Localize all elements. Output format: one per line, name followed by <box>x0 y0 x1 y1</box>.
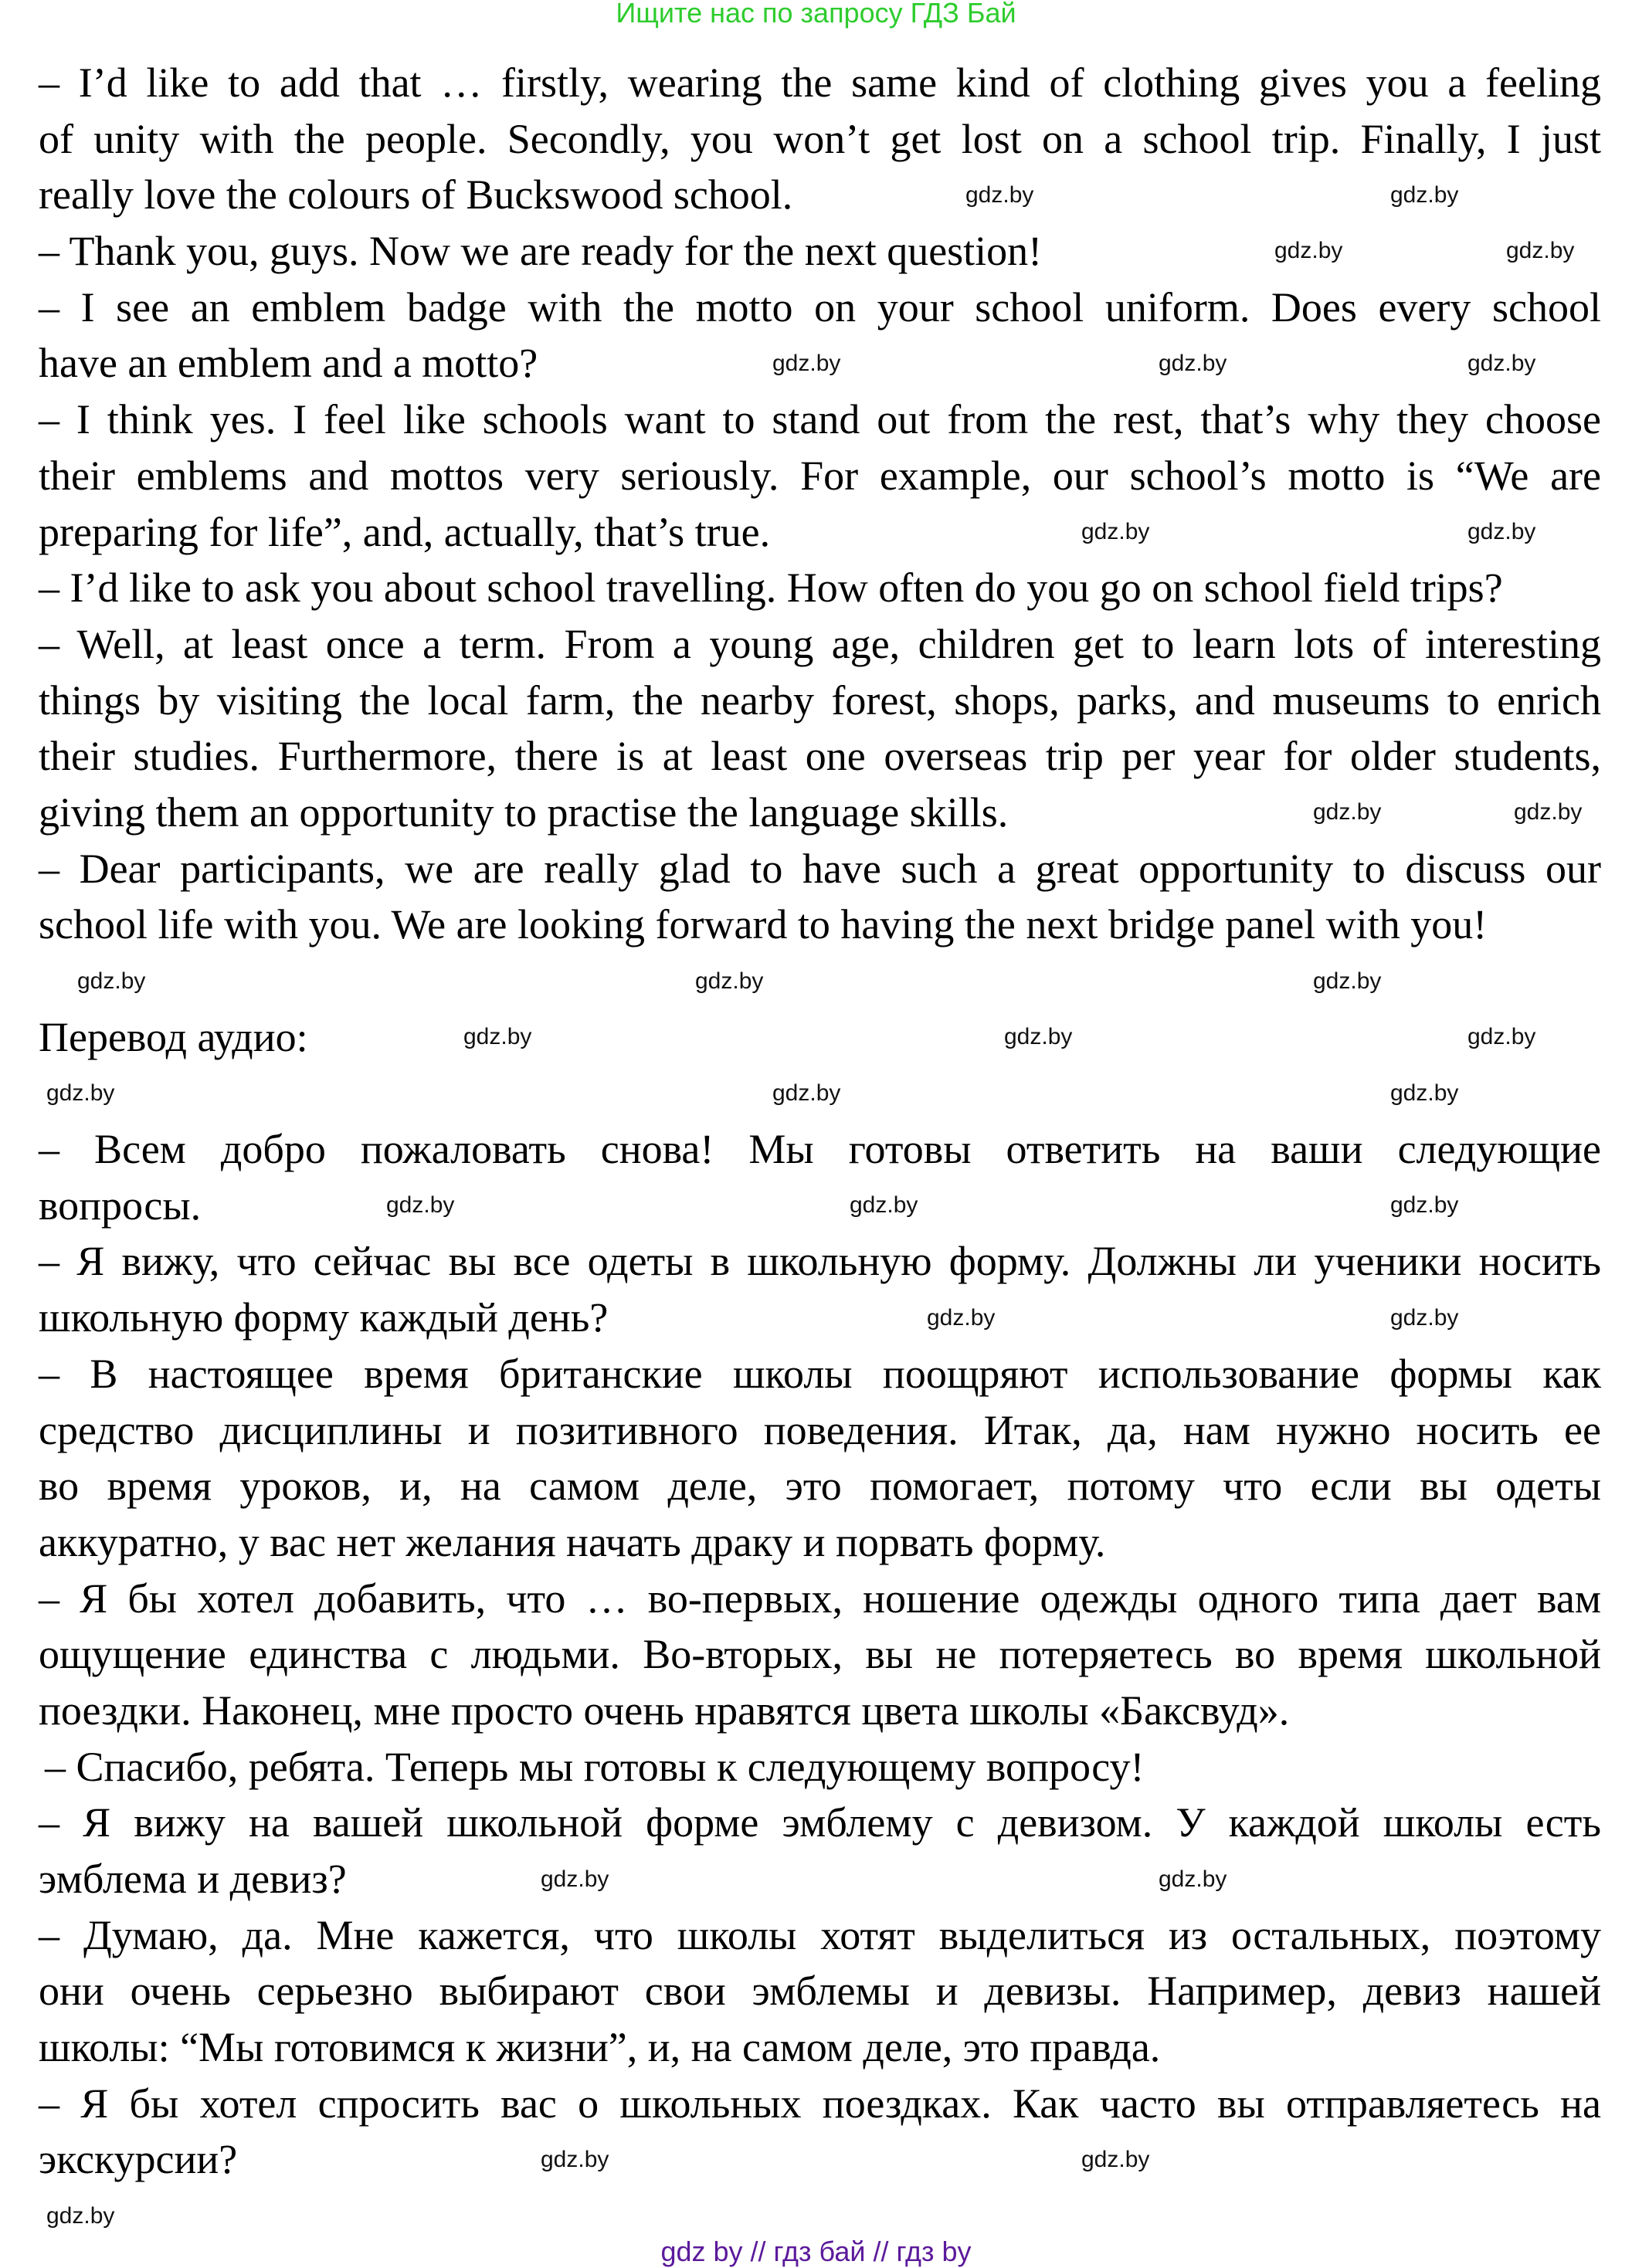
paragraph-line: – В настоящее время британские школы поощряют использование формы как <box>39 1350 1601 1397</box>
paragraph-line: – Я бы хотел спросить вас о школьных поездках. Как часто вы отправляетесь на <box>39 2080 1601 2127</box>
watermark: gdz.by <box>772 1080 841 1106</box>
paragraph-line: – Well, at least once a term. From a young age, children get to learn lots of interesting <box>39 620 1601 667</box>
paragraph-line: экскурсии? <box>39 2136 238 2183</box>
watermark: gdz.by <box>772 350 841 376</box>
footer-links[interactable]: gdz by // гдз бай // гдз by <box>660 2236 972 2267</box>
paragraph-line: ощущение единства с людьми. Во-вторых, вы не потеряетесь во время школьной <box>39 1631 1601 1678</box>
paragraph-line: – I see an emblem badge with the motto on your school uniform. Does every school <box>39 283 1601 331</box>
watermark: gdz.by <box>1313 968 1382 994</box>
paragraph-line: эмблема и девиз? <box>39 1856 347 1902</box>
watermark: gdz.by <box>1390 1080 1459 1106</box>
paragraph-line: things by visiting the local farm, the nearby forest, shops, parks, and museums to enrich <box>39 676 1601 724</box>
paragraph-line: – Думаю, да. Мне кажется, что школы хотят выделиться из остальных, поэтому <box>39 1911 1601 1958</box>
watermark: gdz.by <box>1506 238 1575 264</box>
watermark: gdz.by <box>1390 1304 1459 1331</box>
watermark: gdz.by <box>1514 799 1583 825</box>
watermark: gdz.by <box>77 968 146 994</box>
watermark: gdz.by <box>463 1024 532 1050</box>
paragraph-line: – Я вижу, что сейчас вы все одеты в школьную форму. Должны ли ученики носить <box>39 1238 1601 1285</box>
paragraph-line: their studies. Furthermore, there is at least one overseas trip per year for older students, <box>39 733 1601 780</box>
paragraph-line: они очень серьезно выбирают свои эмблемы и девизы. Например, девиз нашей <box>39 1968 1601 2015</box>
watermark: gdz.by <box>1390 181 1459 208</box>
paragraph-line: of unity with the people. Secondly, you won’t get lost on a school trip. Finally, I just <box>39 115 1601 162</box>
paragraph-line: аккуратно, у вас нет желания начать драку и порвать форму. <box>39 1518 1106 1565</box>
paragraph-line: поездки. Наконец, мне просто очень нравятся цвета школы «Баксвуд». <box>39 1687 1290 1734</box>
paragraph-line: – Thank you, guys. Now we are ready for the next question! <box>39 228 1043 275</box>
watermark: gdz.by <box>1390 1192 1459 1219</box>
paragraph-line: во время уроков, и, на самом деле, это помогает, потому что если вы одеты <box>39 1463 1601 1510</box>
watermark: gdz.by <box>541 2147 609 2173</box>
paragraph-line: – Я вижу на вашей школьной форме эмблему с девизом. У каждой школы есть <box>39 1799 1601 1846</box>
watermark: gdz.by <box>1313 799 1382 825</box>
watermark: gdz.by <box>46 1080 115 1106</box>
watermark: gdz.by <box>386 1192 455 1219</box>
watermark: gdz.by <box>1159 1866 1227 1892</box>
paragraph-line: preparing for life”, and, actually, that’s true. <box>39 508 771 555</box>
watermark: gdz.by <box>1467 1024 1536 1050</box>
watermark: gdz.by <box>1467 518 1536 544</box>
watermark: gdz.by <box>46 2202 115 2229</box>
watermark: gdz.by <box>541 1866 609 1892</box>
paragraph-line: – Всем добро пожаловать снова! Мы готовы ответить на ваши следующие <box>39 1126 1601 1173</box>
watermark: gdz.by <box>1081 2147 1150 2173</box>
paragraph-line: have an emblem and a motto? <box>39 340 538 387</box>
watermark: gdz.by <box>1274 238 1343 264</box>
paragraph-line: – I’d like to ask you about school travelling. How often do you go on school field trips? <box>39 564 1503 612</box>
paragraph-line: school life with you. We are looking forward to having the next bridge panel with you! <box>39 901 1488 948</box>
paragraph-line: – Спасибо, ребята. Теперь мы готовы к следующему вопросу! <box>45 1743 1145 1790</box>
translation-heading: Перевод аудио: <box>39 1013 308 1060</box>
watermark: gdz.by <box>927 1304 996 1331</box>
paragraph-line: школьную форму каждый день? <box>39 1294 609 1341</box>
paragraph-line: giving them an opportunity to practise the language skills. <box>39 788 1009 836</box>
paragraph-line: – Dear participants, we are really glad to have such a great opportunity to discuss our <box>39 845 1601 892</box>
watermark: gdz.by <box>850 1192 918 1219</box>
paragraph-line: – I’d like to add that … firstly, wearing the same kind of clothing gives you a feeling <box>39 59 1601 106</box>
watermark: gdz.by <box>965 181 1034 208</box>
paragraph-line: вопросы. <box>39 1181 202 1229</box>
paragraph-line: – Я бы хотел добавить, что … во-первых, ношение одежды одного типа дает вам <box>39 1575 1601 1622</box>
paragraph-line: – I think yes. I feel like schools want to stand out from the rest, that’s why they choose <box>39 396 1601 443</box>
watermark: gdz.by <box>1004 1024 1073 1050</box>
paragraph-line: their emblems and mottos very seriously. For example, our school’s motto is “We are <box>39 452 1601 499</box>
paragraph-line: школы: “Мы готовимся к жизни”, и, на самом деле, это правда. <box>39 2024 1161 2071</box>
watermark: gdz.by <box>1467 350 1536 376</box>
watermark: gdz.by <box>695 968 764 994</box>
search-banner[interactable]: Ищите нас по запросу ГДЗ Бай <box>616 0 1016 29</box>
watermark: gdz.by <box>1159 350 1227 376</box>
paragraph-line: средство дисциплины и позитивного поведения. Итак, да, нам нужно носить ее <box>39 1406 1601 1453</box>
paragraph-line: really love the colours of Buckswood school. <box>39 171 793 219</box>
watermark: gdz.by <box>1081 518 1150 544</box>
